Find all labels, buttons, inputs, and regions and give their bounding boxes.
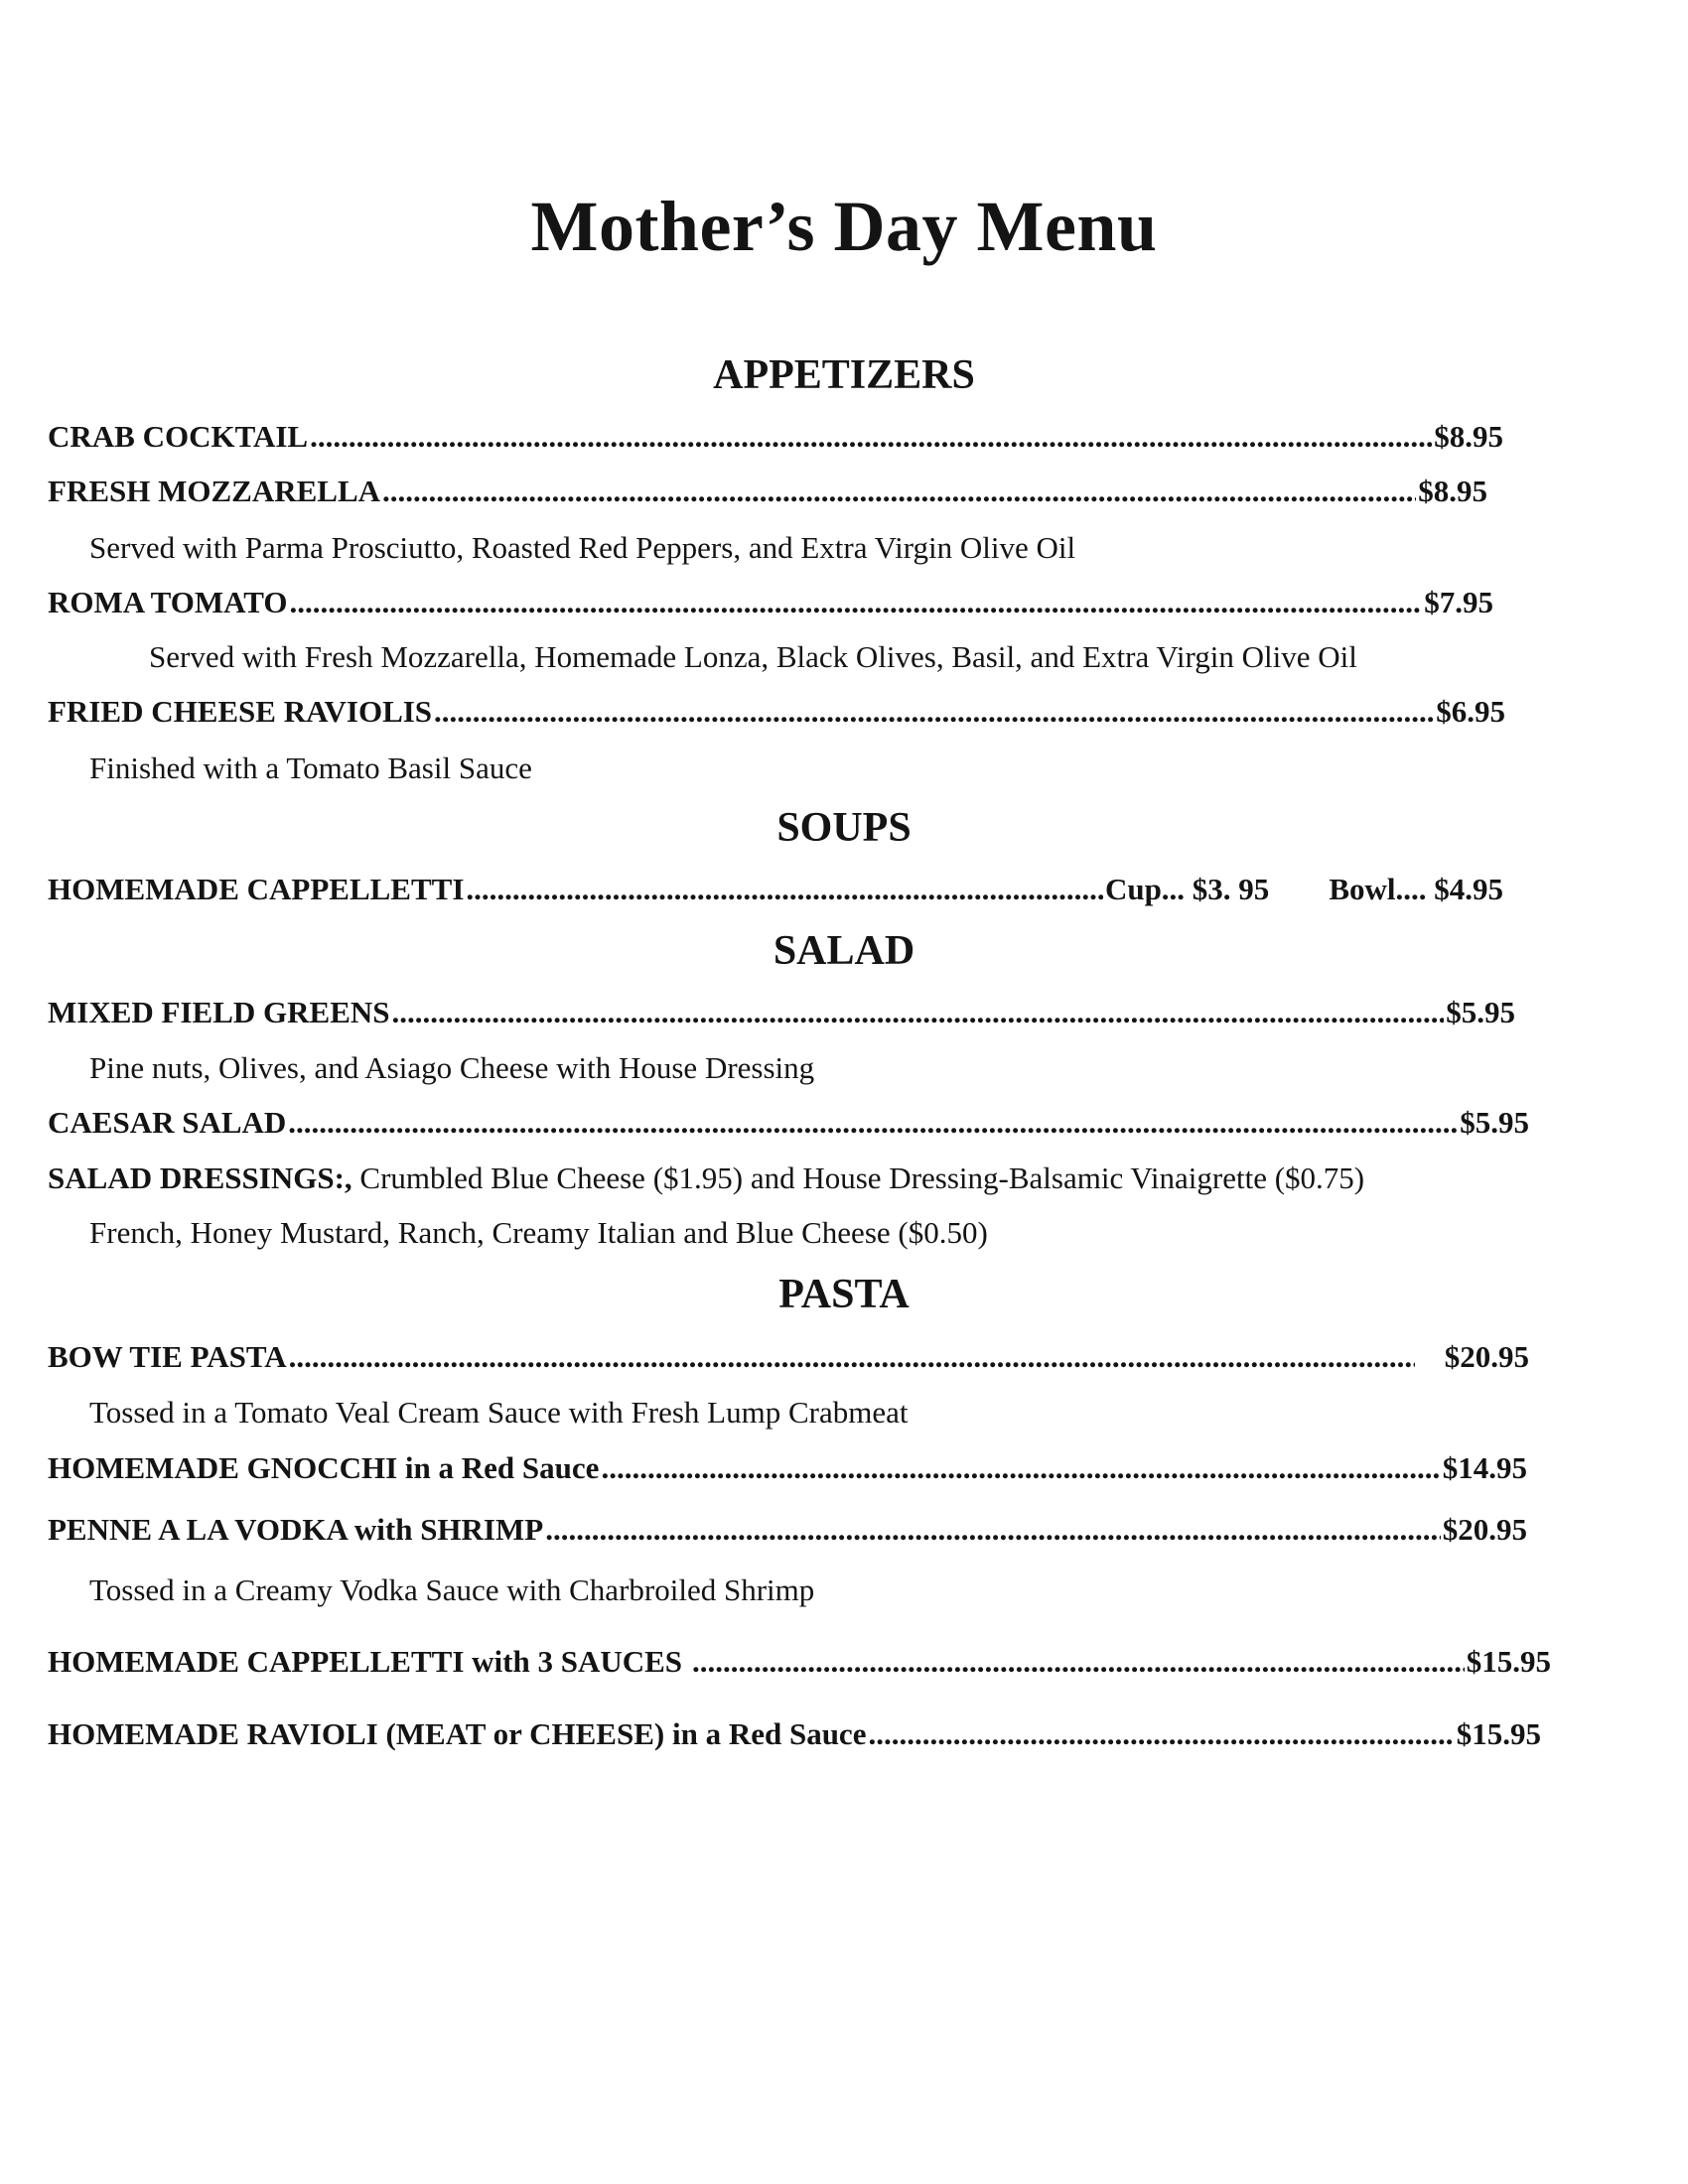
item-name: FRIED CHEESE RAVIOLIS	[48, 694, 433, 729]
item-price: $7.95	[1424, 585, 1493, 619]
item-name: HOMEMADE CAPPELLETTI	[48, 872, 465, 906]
menu-item-roma-tomato	[48, 583, 1493, 622]
item-description: Finished with a Tomato Basil Sauce	[89, 751, 532, 785]
menu-item-fried-cheese-raviolis	[48, 692, 1505, 732]
item-description: French, Honey Mustard, Ranch, Creamy Italian and Blue Cheese ($0.50)	[89, 1215, 988, 1250]
item-price-cup: Cup... $3. 95	[1104, 872, 1270, 906]
dot-leader	[288, 1103, 1458, 1143]
item-price: $5.95	[1446, 995, 1515, 1029]
item-price: $8.95	[1418, 474, 1487, 508]
dot-leader	[601, 1448, 1440, 1488]
dot-leader	[392, 993, 1445, 1032]
dot-leader	[289, 583, 1422, 622]
item-price-bowl: Bowl.... $4.95	[1329, 872, 1503, 906]
page-title: Mother’s Day Menu	[530, 187, 1158, 266]
section-heading-appetizers: APPETIZERS	[713, 352, 975, 398]
item-description: Pine nuts, Olives, and Asiago Cheese with House Dressing	[89, 1050, 815, 1085]
dot-leader	[434, 692, 1434, 732]
dot-leader	[545, 1510, 1441, 1550]
item-name: PENNE A LA VODKA with SHRIMP	[48, 1512, 544, 1547]
item-price: $15.95	[1456, 1716, 1541, 1751]
item-price: $6.95	[1436, 694, 1505, 729]
menu-item-homemade-gnocchi	[48, 1448, 1527, 1488]
item-price: $15.95	[1466, 1644, 1551, 1679]
menu-item-fresh-mozzarella	[48, 472, 1487, 511]
item-name: HOMEMADE GNOCCHI in a Red Sauce	[48, 1450, 600, 1485]
section-heading-pasta: PASTA	[778, 1272, 910, 1317]
salad-dressings-text: Crumbled Blue Cheese ($1.95) and House Dressing-Balsamic Vinaigrette ($0.75)	[352, 1160, 1365, 1195]
item-price: $20.95	[1442, 1512, 1527, 1547]
dot-leader	[868, 1714, 1454, 1754]
item-name: HOMEMADE RAVIOLI (MEAT or CHEESE) in a Red Sauce	[48, 1716, 867, 1751]
item-name: ROMA TOMATO	[48, 585, 288, 619]
menu-item-penne-vodka	[48, 1510, 1527, 1550]
dot-leader	[466, 870, 1103, 909]
menu-item-crab-cocktail	[48, 417, 1503, 457]
salad-dressings-label: SALAD DRESSINGS:,	[48, 1160, 352, 1195]
item-description: Tossed in a Creamy Vodka Sauce with Charbroiled Shrimp	[89, 1572, 815, 1607]
dot-leader	[289, 1337, 1415, 1377]
item-name: HOMEMADE CAPPELLETTI with 3 SAUCES	[48, 1644, 683, 1679]
menu-item-mixed-field-greens	[48, 993, 1515, 1032]
section-heading-soups: SOUPS	[776, 805, 912, 851]
item-description: Served with Fresh Mozzarella, Homemade Lonza, Black Olives, Basil, and Extra Virgin Olive Oil	[149, 639, 1357, 674]
item-description: Served with Parma Prosciutto, Roasted Red Peppers, and Extra Virgin Olive Oil	[89, 530, 1076, 565]
item-price: $14.95	[1442, 1450, 1527, 1485]
menu-item-homemade-cappelletti	[48, 870, 1503, 909]
dot-leader	[310, 417, 1432, 457]
dot-leader	[692, 1642, 1465, 1682]
item-name: MIXED FIELD GREENS	[48, 995, 390, 1029]
section-heading-salad: SALAD	[773, 928, 915, 974]
item-price: $20.95	[1444, 1339, 1529, 1374]
item-description: Tossed in a Tomato Veal Cream Sauce with Fresh Lump Crabmeat	[89, 1395, 909, 1430]
item-price: $8.95	[1434, 419, 1503, 454]
item-name: FRESH MOZZARELLA	[48, 474, 381, 508]
item-name: BOW TIE PASTA	[48, 1339, 287, 1374]
menu-item-cappelletti-3-sauces	[48, 1642, 1551, 1682]
menu-item-bow-tie-pasta	[48, 1337, 1529, 1377]
item-name: CAESAR SALAD	[48, 1105, 287, 1140]
menu-item-homemade-ravioli	[48, 1714, 1541, 1754]
salad-dressings-line	[48, 1159, 1364, 1198]
dot-leader	[382, 472, 1416, 511]
item-name: CRAB COCKTAIL	[48, 419, 309, 454]
menu-item-caesar-salad	[48, 1103, 1529, 1143]
item-price: $5.95	[1460, 1105, 1529, 1140]
